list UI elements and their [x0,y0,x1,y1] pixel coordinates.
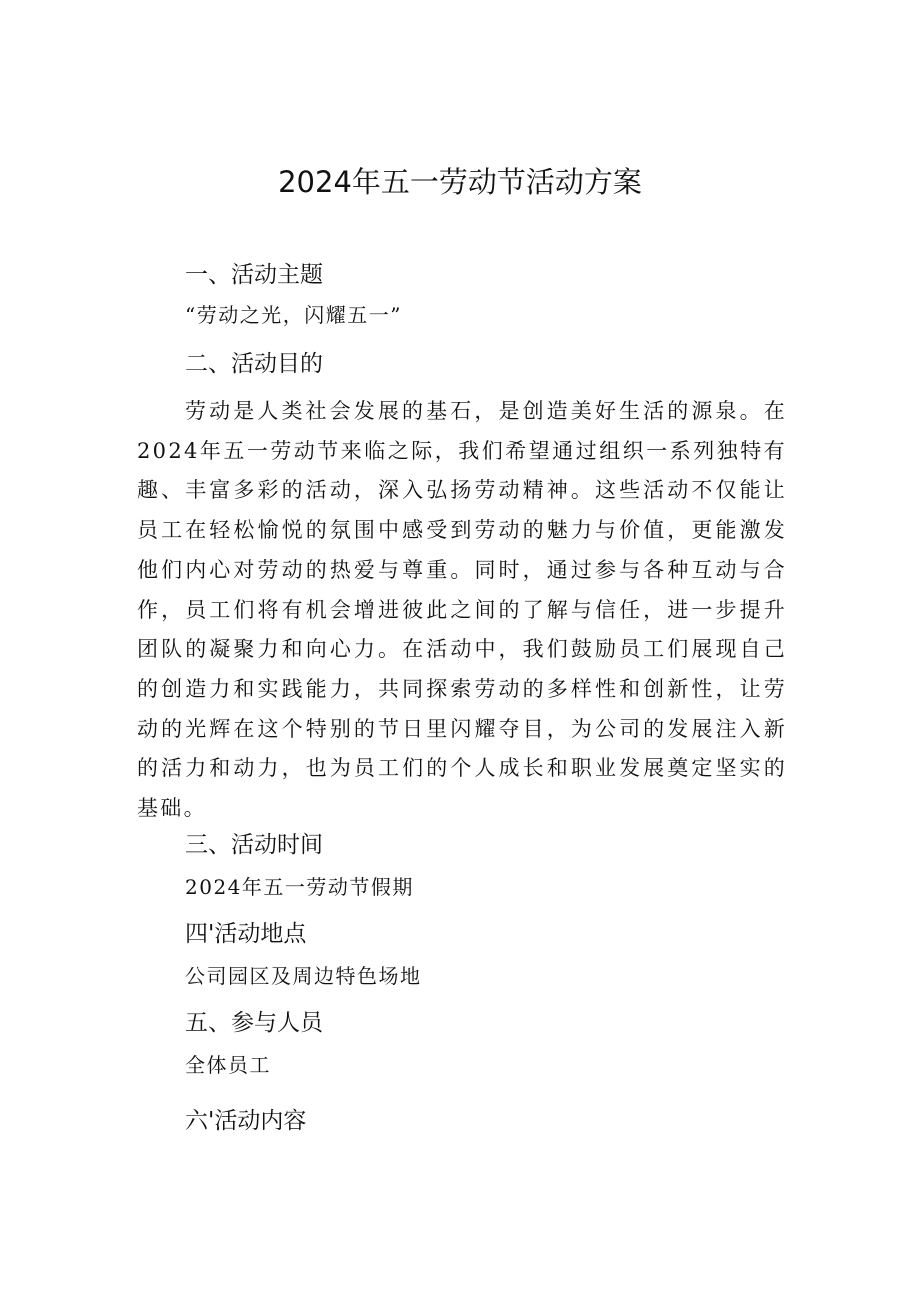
section-body-theme: “劳动之光，闪耀五一” [185,303,402,327]
section-heading-location: 四'活动地点 [185,921,307,947]
section-body-location: 公司园区及周边特色场地 [185,964,422,988]
section-heading-participants: 五、参与人员 [185,1010,323,1036]
section-body-purpose: 劳动是人类社会发展的基石，是创造美好生活的源泉。在2024年五一劳动节来临之际，我们希望通过组织一系列独特有趣、丰富多彩的活动，深入弘扬劳动精神。这些活动不仅能让员工在轻松愉悦的氛围中感受到劳动的魅力与价值，更能激发他们内心对劳动的热爱与尊重。同时，通过参与各种互动与合作，员工们将有机会增进彼此之间的了解与信任，进一步提升团队的凝聚力和向心力。在活动中，我们鼓励员工们展现自己的创造力和实践能力，共同探索劳动的多样性和创新性，让劳动的光辉在这个特别的节日里闪耀夺目，为公司的发展注入新的活力和动力，也为员工们的个人成长和职业发展奠定坚实的基础。 [137,399,787,821]
document-title: 2024年五一劳动节活动方案 [278,165,642,199]
section-heading-time: 三、活动时间 [185,832,323,858]
section-heading-theme: 一、活动主题 [185,262,323,288]
section-heading-purpose: 二、活动目的 [185,351,323,377]
section-body-time: 2024年五一劳动节假期 [185,875,414,899]
section-body-participants: 全体员工 [185,1053,271,1077]
section-heading-content: 六'活动内容 [185,1108,307,1134]
